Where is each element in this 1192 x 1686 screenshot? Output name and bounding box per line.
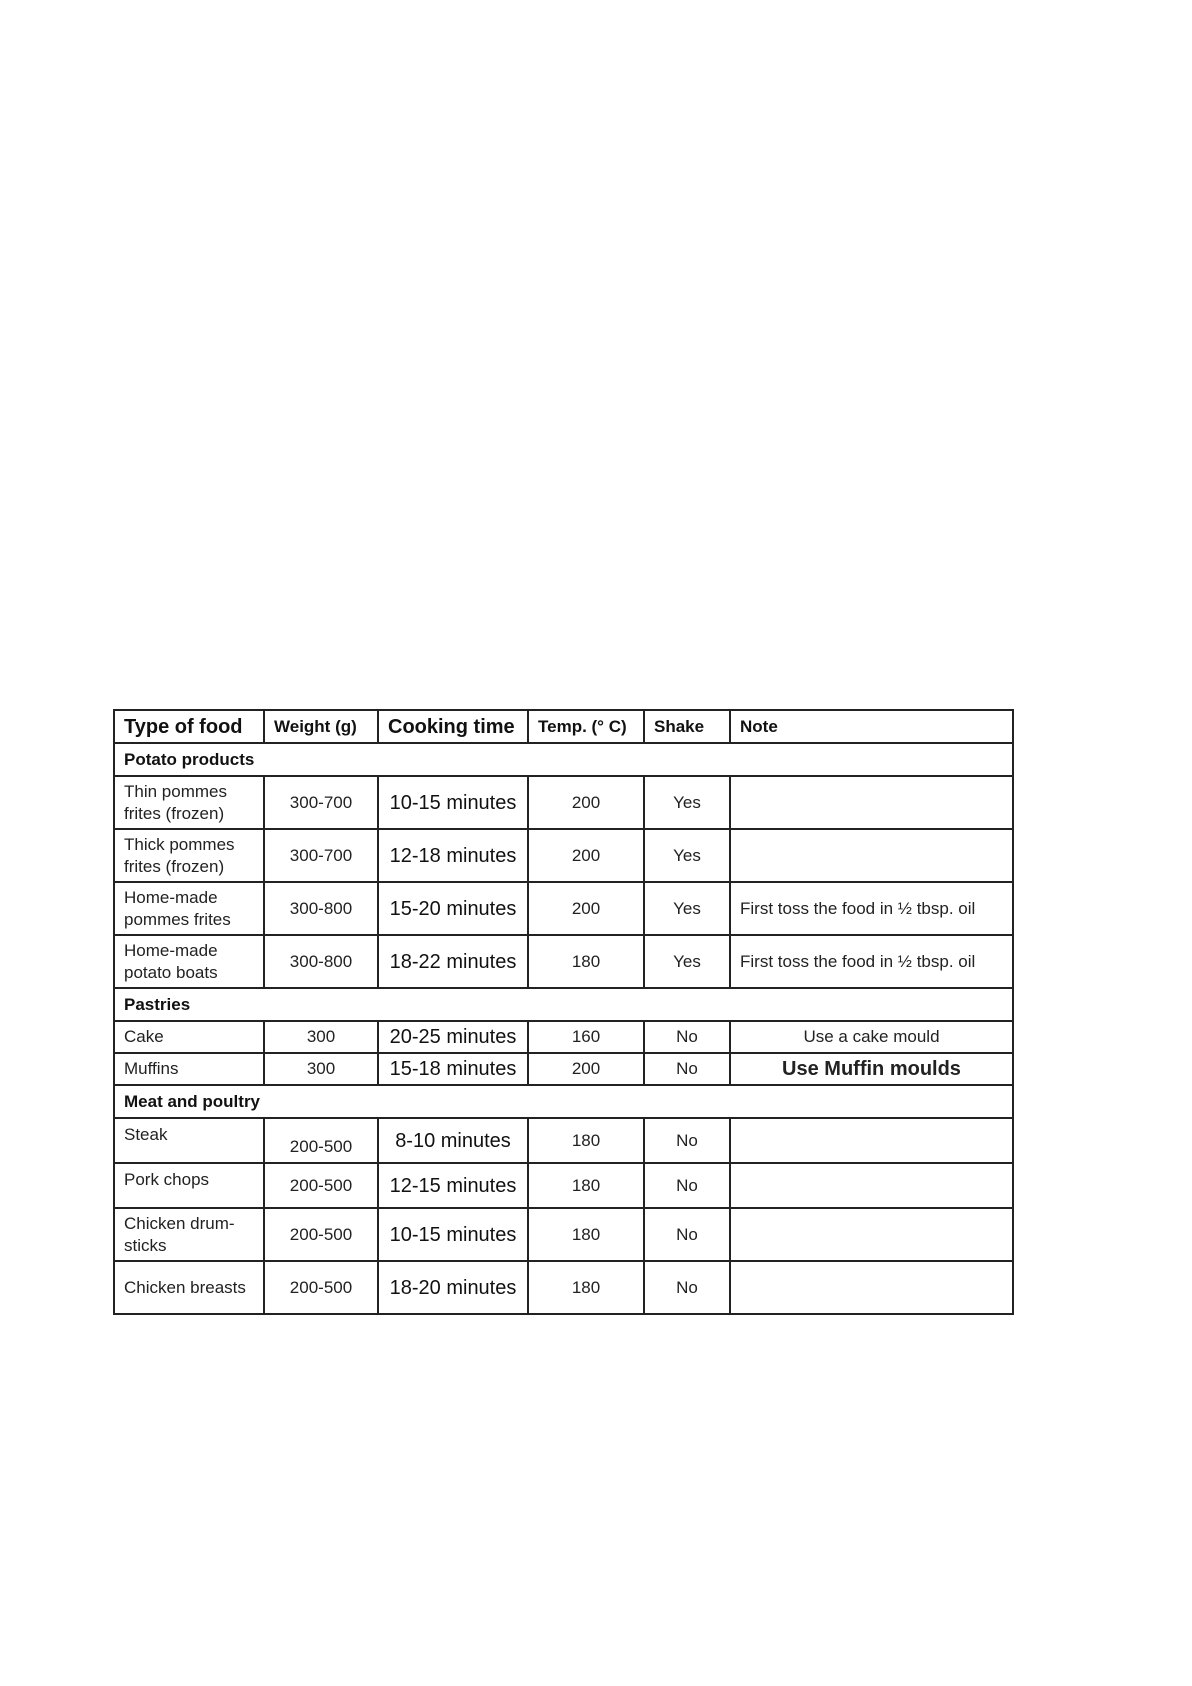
cell-shake: Yes (644, 776, 730, 829)
header-note: Note (730, 710, 1013, 743)
section-row (114, 743, 1013, 776)
cell-weight: 300 (264, 1053, 378, 1085)
cell-time: 10-15 minutes (378, 776, 528, 829)
table-row (114, 1053, 1013, 1085)
header-cooking-time: Cooking time (378, 710, 528, 743)
cell-shake: No (644, 1163, 730, 1208)
cell-weight: 300-800 (264, 882, 378, 935)
cell-note: First toss the food in ½ tbsp. oil (730, 935, 1013, 988)
header-weight: Weight (g) (264, 710, 378, 743)
section-title: Potato products (114, 743, 1013, 776)
cell-weight: 200-500 (264, 1118, 378, 1163)
cell-weight: 300-800 (264, 935, 378, 988)
table-row (114, 1118, 1013, 1163)
cell-type: Chicken drum-sticks (114, 1208, 264, 1261)
cell-shake: No (644, 1118, 730, 1163)
cell-shake: Yes (644, 882, 730, 935)
cell-note (730, 829, 1013, 882)
cell-temp: 200 (528, 882, 644, 935)
cell-weight: 200-500 (264, 1208, 378, 1261)
cell-time: 20-25 minutes (378, 1021, 528, 1053)
cell-weight: 200-500 (264, 1261, 378, 1314)
cell-note (730, 1208, 1013, 1261)
cell-shake: No (644, 1261, 730, 1314)
cell-type: Thin pommes frites (frozen) (114, 776, 264, 829)
cell-note (730, 1118, 1013, 1163)
cell-temp: 180 (528, 935, 644, 988)
cell-time: 18-20 minutes (378, 1261, 528, 1314)
cell-note (730, 1163, 1013, 1208)
cell-temp: 200 (528, 1053, 644, 1085)
table-row (114, 1261, 1013, 1314)
section-row (114, 1085, 1013, 1118)
header-type: Type of food (114, 710, 264, 743)
header-temp: Temp. (° C) (528, 710, 644, 743)
cell-shake: No (644, 1021, 730, 1053)
cell-type: Home-made potato boats (114, 935, 264, 988)
cell-type: Thick pommes frites (frozen) (114, 829, 264, 882)
cell-note: Use a cake mould (730, 1021, 1013, 1053)
cooking-table (113, 709, 1014, 1315)
cell-temp: 180 (528, 1163, 644, 1208)
cell-shake: No (644, 1208, 730, 1261)
cell-time: 15-20 minutes (378, 882, 528, 935)
cell-note: First toss the food in ½ tbsp. oil (730, 882, 1013, 935)
cell-temp: 200 (528, 829, 644, 882)
cell-shake: No (644, 1053, 730, 1085)
table-row (114, 1163, 1013, 1208)
cell-weight: 300-700 (264, 776, 378, 829)
cell-shake: Yes (644, 829, 730, 882)
table-row (114, 776, 1013, 829)
table-row (114, 829, 1013, 882)
cell-type: Cake (114, 1021, 264, 1053)
cell-temp: 200 (528, 776, 644, 829)
cell-weight: 300 (264, 1021, 378, 1053)
cell-note (730, 776, 1013, 829)
cell-weight: 200-500 (264, 1163, 378, 1208)
cell-type: Chicken breasts (114, 1261, 264, 1314)
cell-time: 8-10 minutes (378, 1118, 528, 1163)
section-title: Meat and poultry (114, 1085, 1013, 1118)
section-row (114, 988, 1013, 1021)
cell-time: 18-22 minutes (378, 935, 528, 988)
cell-type: Pork chops (114, 1163, 264, 1208)
cell-temp: 160 (528, 1021, 644, 1053)
cell-time: 10-15 minutes (378, 1208, 528, 1261)
table-row (114, 882, 1013, 935)
cell-type: Muffins (114, 1053, 264, 1085)
cell-shake: Yes (644, 935, 730, 988)
cell-type: Home-made pommes frites (114, 882, 264, 935)
cell-temp: 180 (528, 1261, 644, 1314)
header-row (114, 710, 1013, 743)
cell-time: 12-18 minutes (378, 829, 528, 882)
header-shake: Shake (644, 710, 730, 743)
table-row (114, 1208, 1013, 1261)
table-row (114, 1021, 1013, 1053)
cell-temp: 180 (528, 1118, 644, 1163)
cell-type: Steak (114, 1118, 264, 1163)
cell-time: 15-18 minutes (378, 1053, 528, 1085)
section-title: Pastries (114, 988, 1013, 1021)
cell-note: Use Muffin moulds (730, 1053, 1013, 1085)
cell-time: 12-15 minutes (378, 1163, 528, 1208)
cell-note (730, 1261, 1013, 1314)
cell-temp: 180 (528, 1208, 644, 1261)
table-row (114, 935, 1013, 988)
cell-weight: 300-700 (264, 829, 378, 882)
